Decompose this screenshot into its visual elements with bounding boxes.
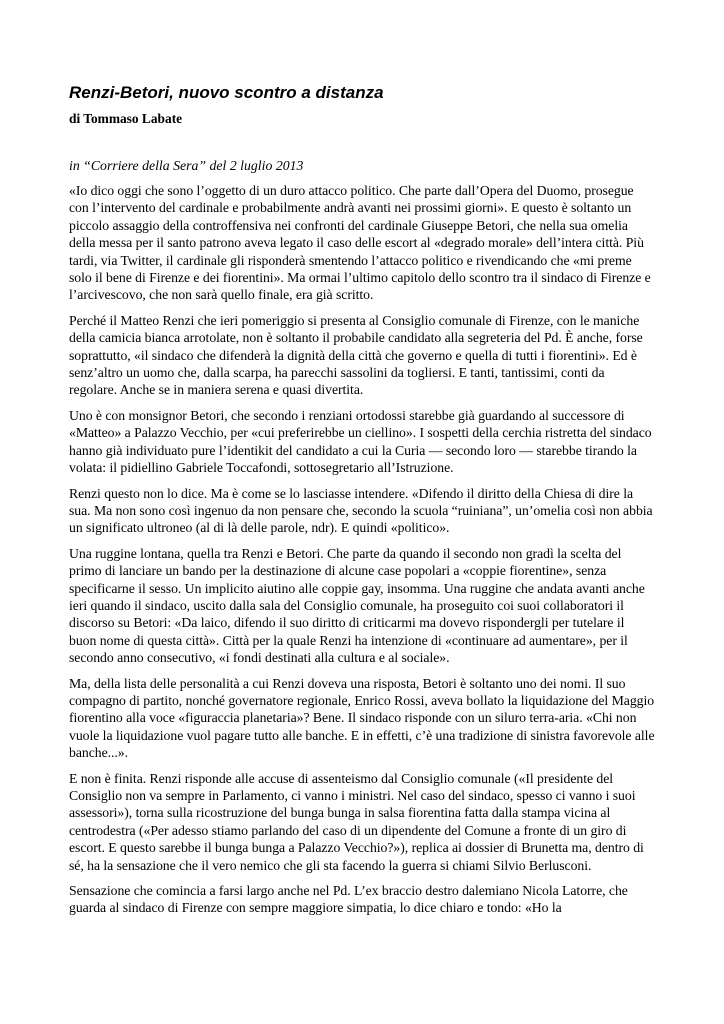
article-source: in “Corriere della Sera” del 2 luglio 2013 (69, 158, 304, 173)
article-body (69, 182, 655, 925)
paragraph: Uno è con monsignor Betori, che secondo i renziani ortodossi starebbe già guardando al successore di «Matteo» a Palazzo Vecchio, per «cui preferirebbe un ciellino». I sospetti della cerchia ristretta del sindaco hanno già individuato pure l’identikit del candidato a cui la Curia — secondo loro — starebbe tirando la volata: il pidiellino Gabriele Toccafondi, sottosegretario all’Istruzione. (69, 407, 652, 476)
paragraph: Renzi questo non lo dice. Ma è come se lo lasciasse intendere. «Difendo il diritto della Chiesa di dire la sua. Ma non sono così ingenuo da non pensare che, secondo la scuola “ruiniana”, un’omelia così non abbia un significato ultroneo (al di là delle parole, ndr). E quindi «politico». (69, 485, 653, 536)
article-author: di Tommaso Labate (69, 111, 183, 126)
paragraph: Ma, della lista delle personalità a cui Renzi doveva una risposta, Betori è soltanto uno dei nomi. Il suo compagno di partito, nonché governatore regionale, Enrico Rossi, aveva bollato la liquidazione del Maggio fiorentino alla voce «figuraccia planetaria»? Bene. Il sindaco risponde con un siluro terra-aria. «Chi non vuole la liquidazione vuol pagare tutto alle banche. E in effetti, c’è una tradizione di sinistra favorevole alle banche...». (69, 675, 655, 761)
paragraph: Una ruggine lontana, quella tra Renzi e Betori. Che parte da quando il secondo non gradì la scelta del primo di lanciare un bando per la destinazione di alcune case popolari a «coppie fiorentine», senza specificarne il sesso. Un implicito aiutino alle coppie gay, insomma. Una ruggine che andata avanti anche ieri quando il sindaco, uscito dalla sala del Consiglio comunale, ha proseguito coi suoi collaboratori il discorso su Betori: «Da laico, difendo il suo diritto di criticarmi ma dovevo rispondergli per tutelare il buon nome di questa città». Città per la quale Renzi ha intenzione di «continuare ad aumentare», per il secondo anno consecutivo, «i fondi destinati alla cultura e al sociale». (69, 545, 645, 666)
paragraph: E non è finita. Renzi risponde alle accuse di assenteismo dal Consiglio comunale («Il presidente del Consiglio non va sempre in Parlamento, ci vanno i ministri. Nel caso del sindaco, spesso ci vanno i suoi assessori»), torna sulla ricostruzione del bunga bunga in salsa fiorentina fatta dalla stampa vicina al centrodestra («Per adesso stiamo parlando del caso di un dipendente del Comune a fronte di un giro di escort. E questo sarebbe il bunga bunga a Palazzo Vecchio?»), replica ai dossier di Brunetta ma, dentro di sé, ha la sensazione che il vero nemico che gli sta facendo la guerra si chiami Silvio Berlusconi. (69, 770, 644, 873)
article-title: Renzi-Betori, nuovo scontro a distanza (69, 83, 384, 102)
paragraph: Perché il Matteo Renzi che ieri pomeriggio si presenta al Consiglio comunale di Firenze, con le maniche della camicia bianca arrotolate, non è soltanto il probabile candidato alla segreteria del Pd. È anche, forse soprattutto, «il sindaco che difenderà la dignità della città che governo e quella di tutti i fiorentini». Ed è senz’altro un uomo che, dalla scarpa, ha parecchi sassolini da togliersi. E tanti, tantissimi, conti da regolare. Anche se in maniera serena e quasi divertita. (69, 312, 643, 398)
paragraph: Sensazione che comincia a farsi largo anche nel Pd. L’ex braccio destro dalemiano Nicola Latorre, che guarda al sindaco di Firenze con sempre maggiore simpatia, lo dice chiaro e tondo: «Ho la (69, 883, 628, 916)
paragraph: «Io dico oggi che sono l’oggetto di un duro attacco politico. Che parte dall’Opera del Duomo, prosegue con l’intervento del cardinale e probabilmente andrà avanti nei prossimi giorni». E questo è soltanto un piccolo assaggio della controffensiva nei confronti del cardinale Giuseppe Betori, che nella sua omelia della messa per il santo patrono aveva legato il caso delle escort al «degrado morale» dell’intera città. Più tardi, via Twitter, il cardinale gli risponderà smentendo l’attacco politico e rivendicando che «mi preme solo il bene di Firenze e dei fiorentini». Ma ormai l’ultimo capitolo dello scontro tra il sindaco di Firenze e l’arcivescovo, che non sarà quello finale, era già scritto. (69, 183, 651, 303)
